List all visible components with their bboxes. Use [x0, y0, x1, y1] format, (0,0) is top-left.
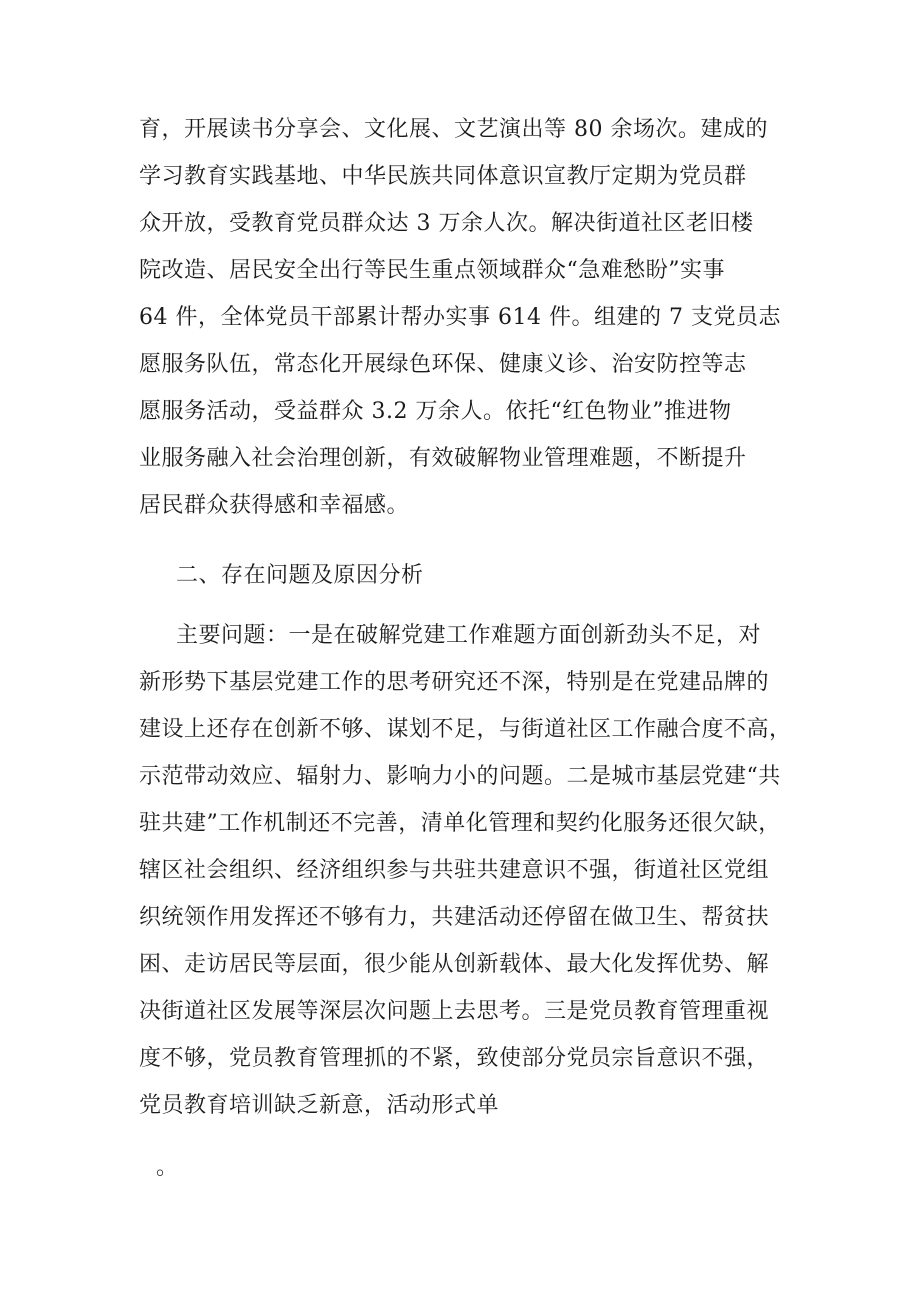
paragraph2-line: 主要问题：一是在破解党建工作难题方面创新劲头不足，对 — [176, 623, 762, 648]
section-heading: 二、存在问题及原因分析 — [176, 563, 424, 588]
paragraph2-line: 织统领作用发挥还不够有力，共建活动还停留在做卫生、帮贫扶 — [139, 905, 770, 930]
paragraph1-line: 学习教育实践基地、中华民族共同体意识宣教厅定期为党员群 — [139, 164, 747, 189]
paragraph2-line: 驻共建”工作机制还不完善，清单化管理和契约化服务还很欠缺， — [139, 811, 781, 836]
paragraph1-line: 众开放，受教育党员群众达 3 万余人次。解决街道社区老旧楼 — [139, 211, 754, 236]
paragraph2-line: 困、走访居民等层面，很少能从创新载体、最大化发挥优势、解 — [139, 952, 770, 977]
paragraph2-line: 度不够，党员教育管理抓的不紧，致使部分党员宗旨意识不强， — [139, 1046, 770, 1071]
paragraph1-line: 业服务融入社会治理创新，有效破解物业管理难题，不断提升 — [139, 446, 747, 471]
paragraph1-line: 育，开展读书分享会、文化展、文艺演出等 80 余场次。建成的 — [139, 117, 768, 142]
paragraph1-line: 院改造、居民安全出行等民生重点领域群众“急难愁盼”实事 — [139, 258, 725, 283]
paragraph2-line: 辖区社会组织、经济组织参与共驻共建意识不强，街道社区党组 — [139, 858, 770, 883]
paragraph1-line: 居民群众获得感和幸福感。 — [139, 493, 410, 518]
paragraph1-line: 愿服务队伍，常态化开展绿色环保、健康义诊、治安防控等志 — [139, 352, 747, 377]
paragraph2-line: 决街道社区发展等深层次问题上去思考。三是党员教育管理重视 — [139, 999, 770, 1024]
paragraph2-line: 建设上还存在创新不够、谋划不足，与街道社区工作融合度不高， — [139, 717, 792, 742]
paragraph2-line: 示范带动效应、辐射力、影响力小的问题。二是城市基层党建“共 — [139, 764, 781, 789]
paragraph2-line: 新形势下基层党建工作的思考研究还不深，特别是在党建品牌的 — [139, 670, 770, 695]
paragraph2-line: 党员教育培训缺乏新意，活动形式单 — [139, 1093, 500, 1118]
paragraph1-line: 愿服务活动，受益群众 3.2 万余人。依托“红色物业”推进物 — [139, 399, 732, 424]
trailing-period: 。 — [156, 1155, 179, 1180]
paragraph1-line: 64 件，全体党员干部累计帮办实事 614 件。组建的 7 支党员志 — [139, 305, 781, 330]
